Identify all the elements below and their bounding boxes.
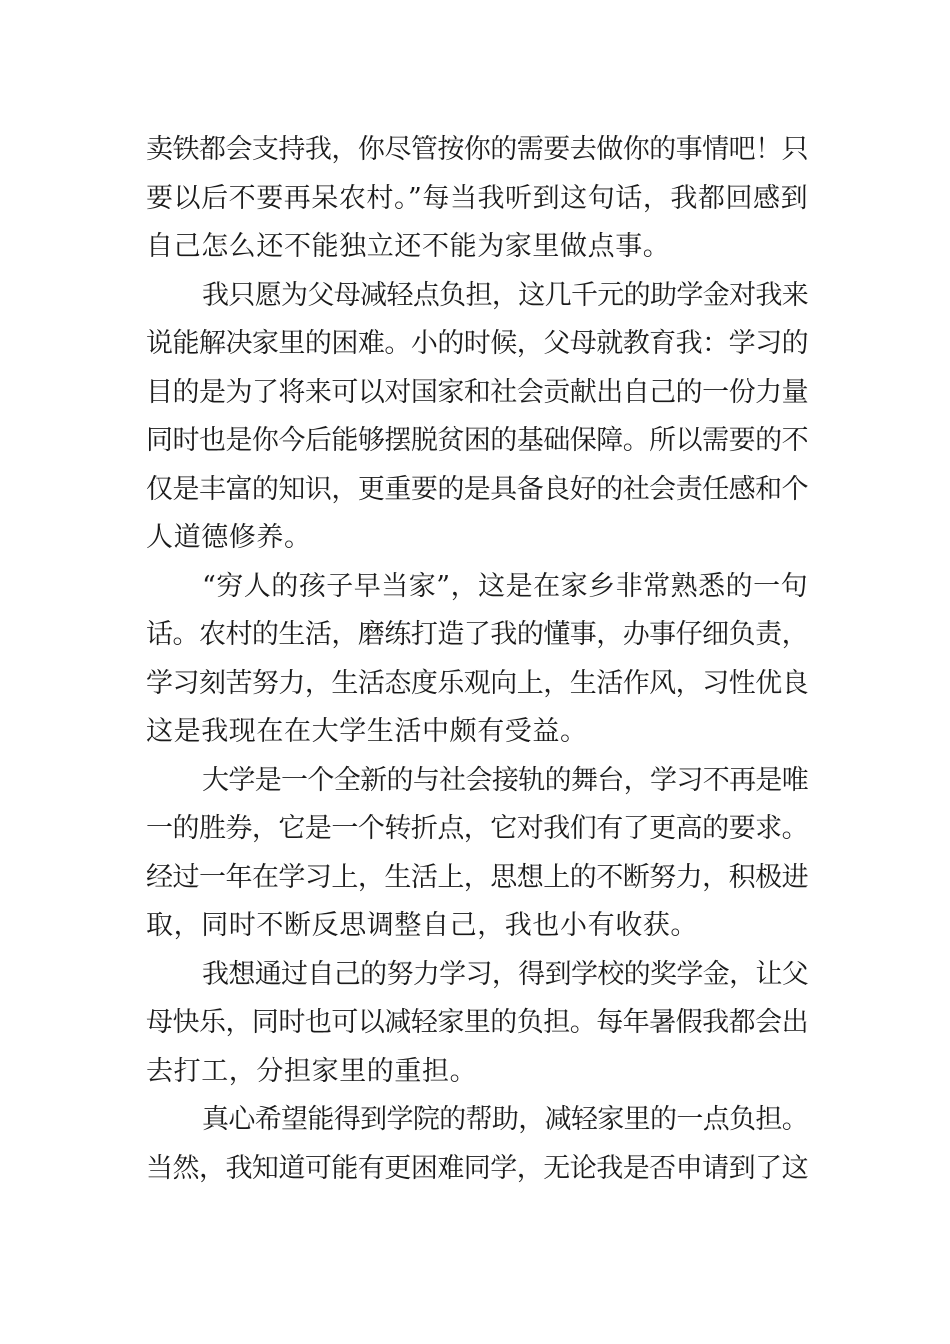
text-line: 经过一年在学习上，生活上，思想上的不断努力，积极进: [146, 861, 808, 893]
text-line: 这是我现在在大学生活中颇有受益。: [146, 716, 588, 747]
text-line: 卖铁都会支持我，你尽管按你的需要去做你的事情吧！只: [146, 134, 808, 165]
text-line: 同时也是你今后能够摆脱贫困的基础保障。所以需要的不: [146, 425, 808, 456]
text-line: 仅是丰富的知识，更重要的是具备良好的社会责任感和个: [146, 473, 808, 505]
paragraph-1: [146, 126, 808, 272]
document-body: [146, 126, 808, 1193]
text-line: 取，同时不断反思调整自己，我也小有收获。: [146, 910, 698, 941]
text-line: 大学是一个全新的与社会接轨的舞台，学习不再是唯: [202, 764, 808, 796]
text-line: 目的是为了将来可以对国家和社会贡献出自己的一份力量: [146, 376, 808, 408]
text-line: 一的胜券，它是一个转折点，它对我们有了更高的要求。: [146, 813, 808, 844]
paragraph-5: [146, 951, 808, 1097]
text-line: “穷人的孩子早当家”，这是在家乡非常熟悉的一句: [202, 570, 808, 602]
paragraph-3: [146, 563, 808, 757]
text-line: 我只愿为父母减轻点负担，这几千元的助学金对我来: [202, 279, 808, 311]
text-line: 学习刻苦努力，生活态度乐观向上，生活作风，习性优良: [146, 667, 808, 699]
text-line: 我想通过自己的努力学习，得到学校的奖学金，让父: [202, 958, 808, 990]
text-line: 说能解决家里的困难。小的时候，父母就教育我：学习的: [146, 328, 808, 359]
text-line: 自己怎么还不能独立还不能为家里做点事。: [146, 231, 671, 262]
paragraph-6: [146, 1096, 808, 1193]
text-line: 真心希望能得到学院的帮助，减轻家里的一点负担。: [202, 1104, 808, 1135]
text-line: 话。农村的生活，磨练打造了我的懂事，办事仔细负责，: [146, 619, 808, 650]
paragraph-4: [146, 757, 808, 951]
text-line: 母快乐，同时也可以减轻家里的负担。每年暑假我都会出: [146, 1007, 808, 1038]
text-line: 要以后不要再呆农村。”每当我听到这句话，我都回感到: [146, 182, 808, 214]
paragraph-2: [146, 272, 808, 563]
text-line: 当然，我知道可能有更困难同学，无论我是否申请到了这: [146, 1152, 808, 1184]
text-line: 去打工，分担家里的重担。: [146, 1055, 478, 1087]
text-line: 人道德修养。: [146, 522, 312, 553]
